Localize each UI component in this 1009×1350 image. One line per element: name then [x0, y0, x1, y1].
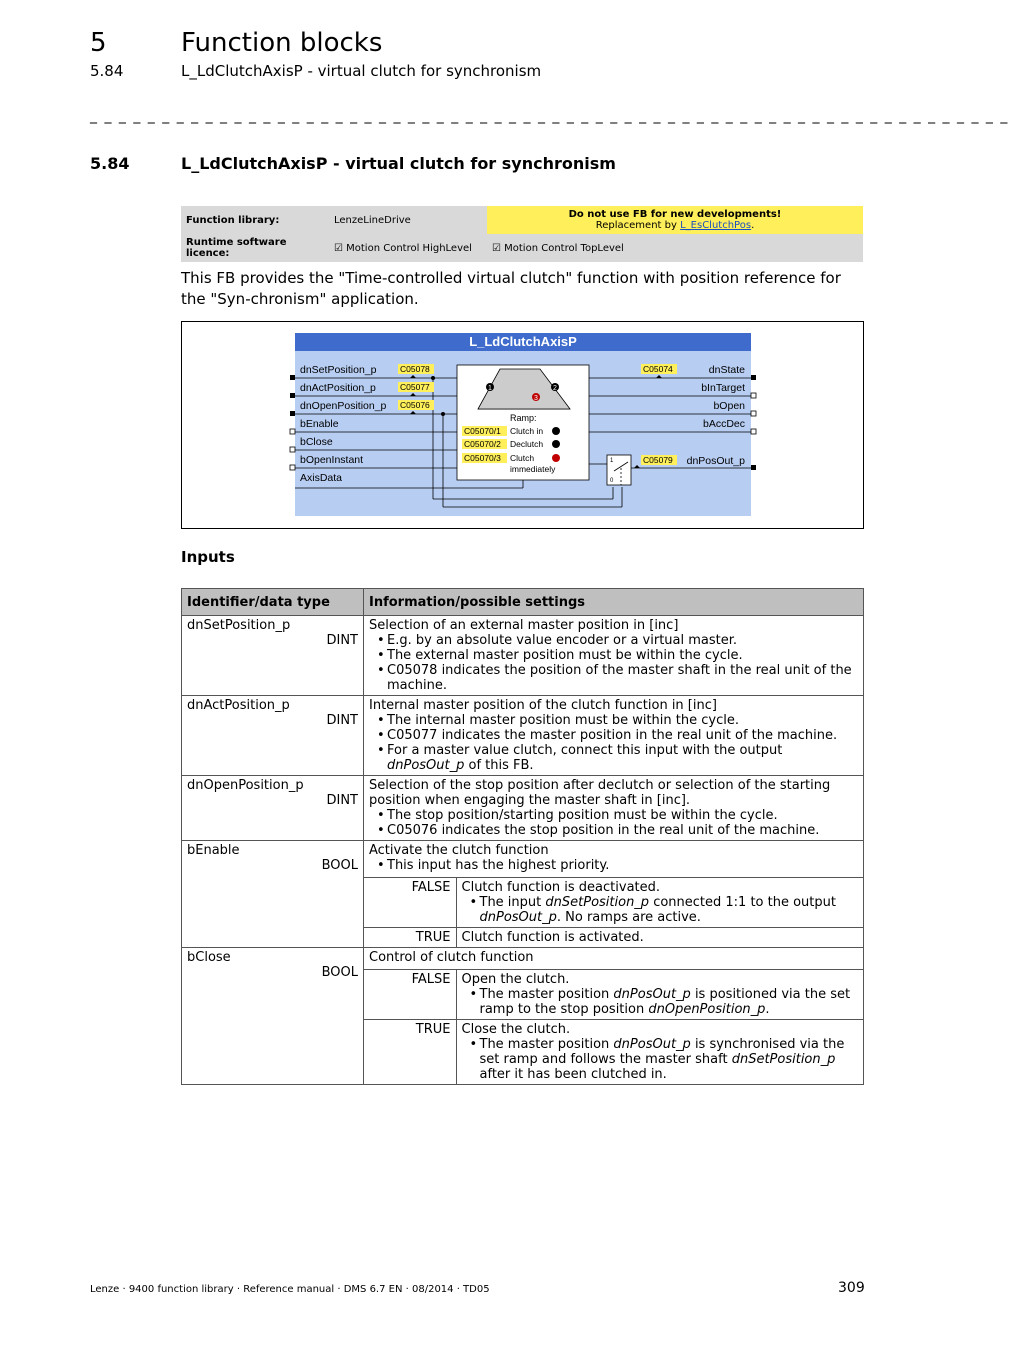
info-text: Selection of an external master position in [inc]: [369, 618, 679, 633]
ramp-item-1-marker: [552, 427, 560, 435]
info-bullet: • The stop position/starting position must be within the cycle.: [369, 808, 858, 823]
value-false: FALSE: [364, 970, 456, 1020]
replacement-link[interactable]: L_EsClutchPos: [680, 220, 752, 231]
value-table: [364, 878, 863, 947]
data-type: BOOL: [321, 858, 358, 873]
output-bopen: bOpen: [713, 400, 745, 412]
bullet-post: of this FB.: [464, 758, 534, 773]
code-c05078: C05078: [400, 364, 430, 374]
value-bullet: [462, 987, 859, 1017]
deprecation-warning: [487, 206, 863, 234]
data-type: DINT: [326, 633, 358, 648]
inputs-heading: Inputs: [181, 548, 235, 566]
junction-1: [431, 376, 435, 380]
library-label: Function library:: [181, 206, 329, 234]
warning-text: [492, 220, 858, 231]
bullet-mid: is synchronised via the set ramp and follows the master shaft: [479, 1037, 845, 1067]
bullet-post: after it has been clutched in.: [479, 1067, 667, 1082]
bullet-post: .: [765, 1002, 770, 1017]
table-row: [182, 776, 864, 841]
info-text: Activate the clutch function: [369, 843, 549, 858]
value-row-false: [364, 878, 863, 928]
chapter-number: 5: [90, 28, 107, 58]
ramp-code-1: C05070/1: [464, 426, 501, 436]
info-cell: [364, 948, 864, 1085]
library-row: [181, 206, 863, 234]
output-baccdec: bAccDec: [702, 418, 745, 430]
ramp-item-2-marker: [552, 440, 560, 448]
marker-1-label: 1: [488, 385, 492, 392]
bullet-em: dnPosOut_p: [387, 758, 465, 773]
table-row: [182, 948, 864, 1085]
value-false: FALSE: [364, 878, 456, 928]
input-dnopenposition: dnOpenPosition_p: [300, 400, 387, 412]
ramp-item-4: immediately: [510, 464, 556, 474]
value-bullet: [462, 1037, 859, 1082]
info-text: Internal master position of the clutch function in [inc]: [369, 698, 717, 713]
ramp-item-2: Declutch: [510, 439, 544, 449]
header-separator: _ _ _ _ _ _ _ _ _ _ _ _ _ _ _ _ _ _ _ _ _ _ _ _ _ _ _ _ _ _ _ _ _ _ _ _ _ _ _ _ _ _ _ _ _ _ _ _ _ _ _ _ _ _ _ _ _ _ _ _ _ _ _ _: [90, 108, 1009, 124]
ramp-item-3: Clutch: [510, 453, 535, 463]
info-cell: [364, 616, 864, 696]
bullet-em: dnPosOut_p: [479, 910, 557, 925]
input-dnactposition: dnActPosition_p: [300, 382, 376, 394]
column-header-information: Information/possible settings: [364, 589, 864, 616]
library-info-table: [181, 206, 863, 262]
info-bullet: [369, 743, 858, 773]
info-cell: [364, 776, 864, 841]
identifier-cell: [182, 696, 364, 776]
value-false-desc: [456, 970, 863, 1020]
bullet-pre: The master position: [479, 1037, 614, 1052]
identifier: dnOpenPosition_p: [187, 778, 304, 793]
warning-prefix: Replacement by: [595, 220, 681, 231]
value-text: Clutch function is deactivated.: [461, 880, 661, 895]
output-dnstate: dnState: [708, 364, 745, 376]
footer-text: Lenze · 9400 function library · Reference manual · DMS 6.7 EN · 08/2014 · TD05: [90, 1284, 490, 1295]
info-text: Selection of the stop position after declutch or selection of the starting position when engaging the master shaft in [inc].: [369, 778, 831, 808]
function-block-diagram: [181, 321, 864, 529]
section-title: L_LdClutchAxisP - virtual clutch for synchronism: [181, 154, 616, 173]
bullet-pre: The input: [479, 895, 546, 910]
output-bintarget: bInTarget: [701, 382, 745, 394]
chapter-title: Function blocks: [181, 28, 383, 58]
value-true-desc: [456, 1020, 863, 1085]
value-false-desc: [456, 878, 863, 928]
input-axisdata: AxisData: [300, 472, 343, 484]
value-table: [364, 970, 863, 1084]
bullet-em: dnPosOut_p: [613, 987, 691, 1002]
licence-label: Runtime software licence:: [181, 234, 329, 262]
intro-paragraph: This FB provides the "Time-controlled virtual clutch" function with position reference for the "Syn-chronism" application.: [181, 269, 841, 308]
page-number: 309: [838, 1280, 865, 1296]
output-ports: [751, 375, 756, 470]
info-cell: [364, 841, 864, 948]
value-text: Close the clutch.: [461, 1022, 571, 1037]
value-true: TRUE: [364, 928, 456, 948]
ramp-item-3-marker: [552, 454, 560, 462]
input-dnsetposition: dnSetPosition_p: [300, 364, 377, 376]
warning-title: Do not use FB for new developments!: [568, 209, 782, 220]
warning-end: .: [751, 220, 755, 231]
identifier-cell: [182, 616, 364, 696]
value-true-desc: Clutch function is activated.: [456, 928, 863, 948]
marker-3-label: 3: [534, 395, 538, 402]
identifier-cell: [182, 776, 364, 841]
ramp-code-2: C05070/2: [464, 439, 501, 449]
table-row: [182, 841, 864, 948]
identifier-cell: [182, 948, 364, 1085]
input-bopeninstant: bOpenInstant: [300, 454, 364, 466]
info-bullet: • The internal master position must be within the cycle.: [369, 713, 858, 728]
input-bclose: bClose: [300, 436, 333, 448]
value-true: TRUE: [364, 1020, 456, 1085]
identifier: bClose: [187, 950, 231, 965]
info-bullet: • The external master position must be within the cycle.: [369, 648, 858, 663]
table-header-row: [182, 589, 864, 616]
info-bullet: • This input has the highest priority.: [369, 858, 858, 873]
table-row: [182, 616, 864, 696]
info-bullet: • E.g. by an absolute value encoder or a virtual master.: [369, 633, 858, 648]
code-c05074: C05074: [643, 364, 673, 374]
bullet-em: dnPosOut_p: [613, 1037, 691, 1052]
column-header-identifier: Identifier/data type: [182, 589, 364, 616]
bullet-mid: is positioned via the set ramp to the stop position: [479, 987, 851, 1017]
input-ports: [290, 375, 295, 470]
inputs-table: [181, 588, 864, 1085]
bullet-em: dnSetPosition_p: [545, 895, 650, 910]
diagram-svg: [182, 322, 863, 528]
header-section-title: L_LdClutchAxisP - virtual clutch for synchronism: [181, 62, 542, 80]
info-bullet: • C05078 indicates the position of the master shaft in the real unit of the machine.: [369, 663, 858, 693]
input-benable: bEnable: [300, 418, 339, 430]
code-c05079: C05079: [643, 455, 673, 465]
data-type: DINT: [326, 793, 358, 808]
library-value: LenzeLineDrive: [329, 206, 487, 234]
info-bullet: • C05076 indicates the stop position in the real unit of the machine.: [369, 823, 858, 838]
code-c05076: C05076: [400, 400, 430, 410]
ramp-code-3: C05070/3: [464, 453, 501, 463]
data-type: DINT: [326, 713, 358, 728]
marker-2-label: 2: [553, 385, 557, 392]
bullet-mid: connected 1:1 to the output: [649, 895, 836, 910]
identifier: dnSetPosition_p: [187, 618, 291, 633]
bullet-em: dnSetPosition_p: [731, 1052, 836, 1067]
identifier-cell: [182, 841, 364, 948]
value-row-false: [364, 970, 863, 1020]
info-cell: [364, 696, 864, 776]
bullet-pre: The master position: [479, 987, 614, 1002]
value-bullet: [462, 895, 859, 925]
switch-0-label: 0: [610, 478, 614, 484]
ramp-label: Ramp:: [510, 413, 537, 423]
licence-highlevel: ☑ Motion Control HighLevel: [329, 234, 487, 262]
value-row-true: [364, 928, 863, 948]
output-dnposout: dnPosOut_p: [686, 455, 745, 467]
block-title: L_LdClutchAxisP: [469, 334, 577, 349]
value-row-true: [364, 1020, 863, 1085]
bullet-pre: For a master value clutch, connect this input with the output: [387, 743, 783, 758]
info-bullet: • C05077 indicates the master position in the real unit of the machine.: [369, 728, 858, 743]
table-row: [182, 696, 864, 776]
bullet-post: . No ramps are active.: [556, 910, 701, 925]
licence-row: [181, 234, 863, 262]
value-text: Open the clutch.: [461, 972, 570, 987]
header-section-number: 5.84: [90, 62, 124, 80]
ramp-item-1: Clutch in: [510, 426, 544, 436]
section-number: 5.84: [90, 154, 130, 173]
identifier: bEnable: [187, 843, 240, 858]
identifier: dnActPosition_p: [187, 698, 290, 713]
bullet-em: dnOpenPosition_p: [648, 1002, 766, 1017]
junction-2: [441, 412, 445, 416]
switch-1-label: 1: [610, 458, 614, 464]
info-head: [364, 841, 863, 878]
code-c05077: C05077: [400, 382, 430, 392]
info-text: Control of clutch function: [364, 948, 863, 970]
data-type: BOOL: [321, 965, 358, 980]
licence-toplevel: ☑ Motion Control TopLevel: [487, 234, 863, 262]
